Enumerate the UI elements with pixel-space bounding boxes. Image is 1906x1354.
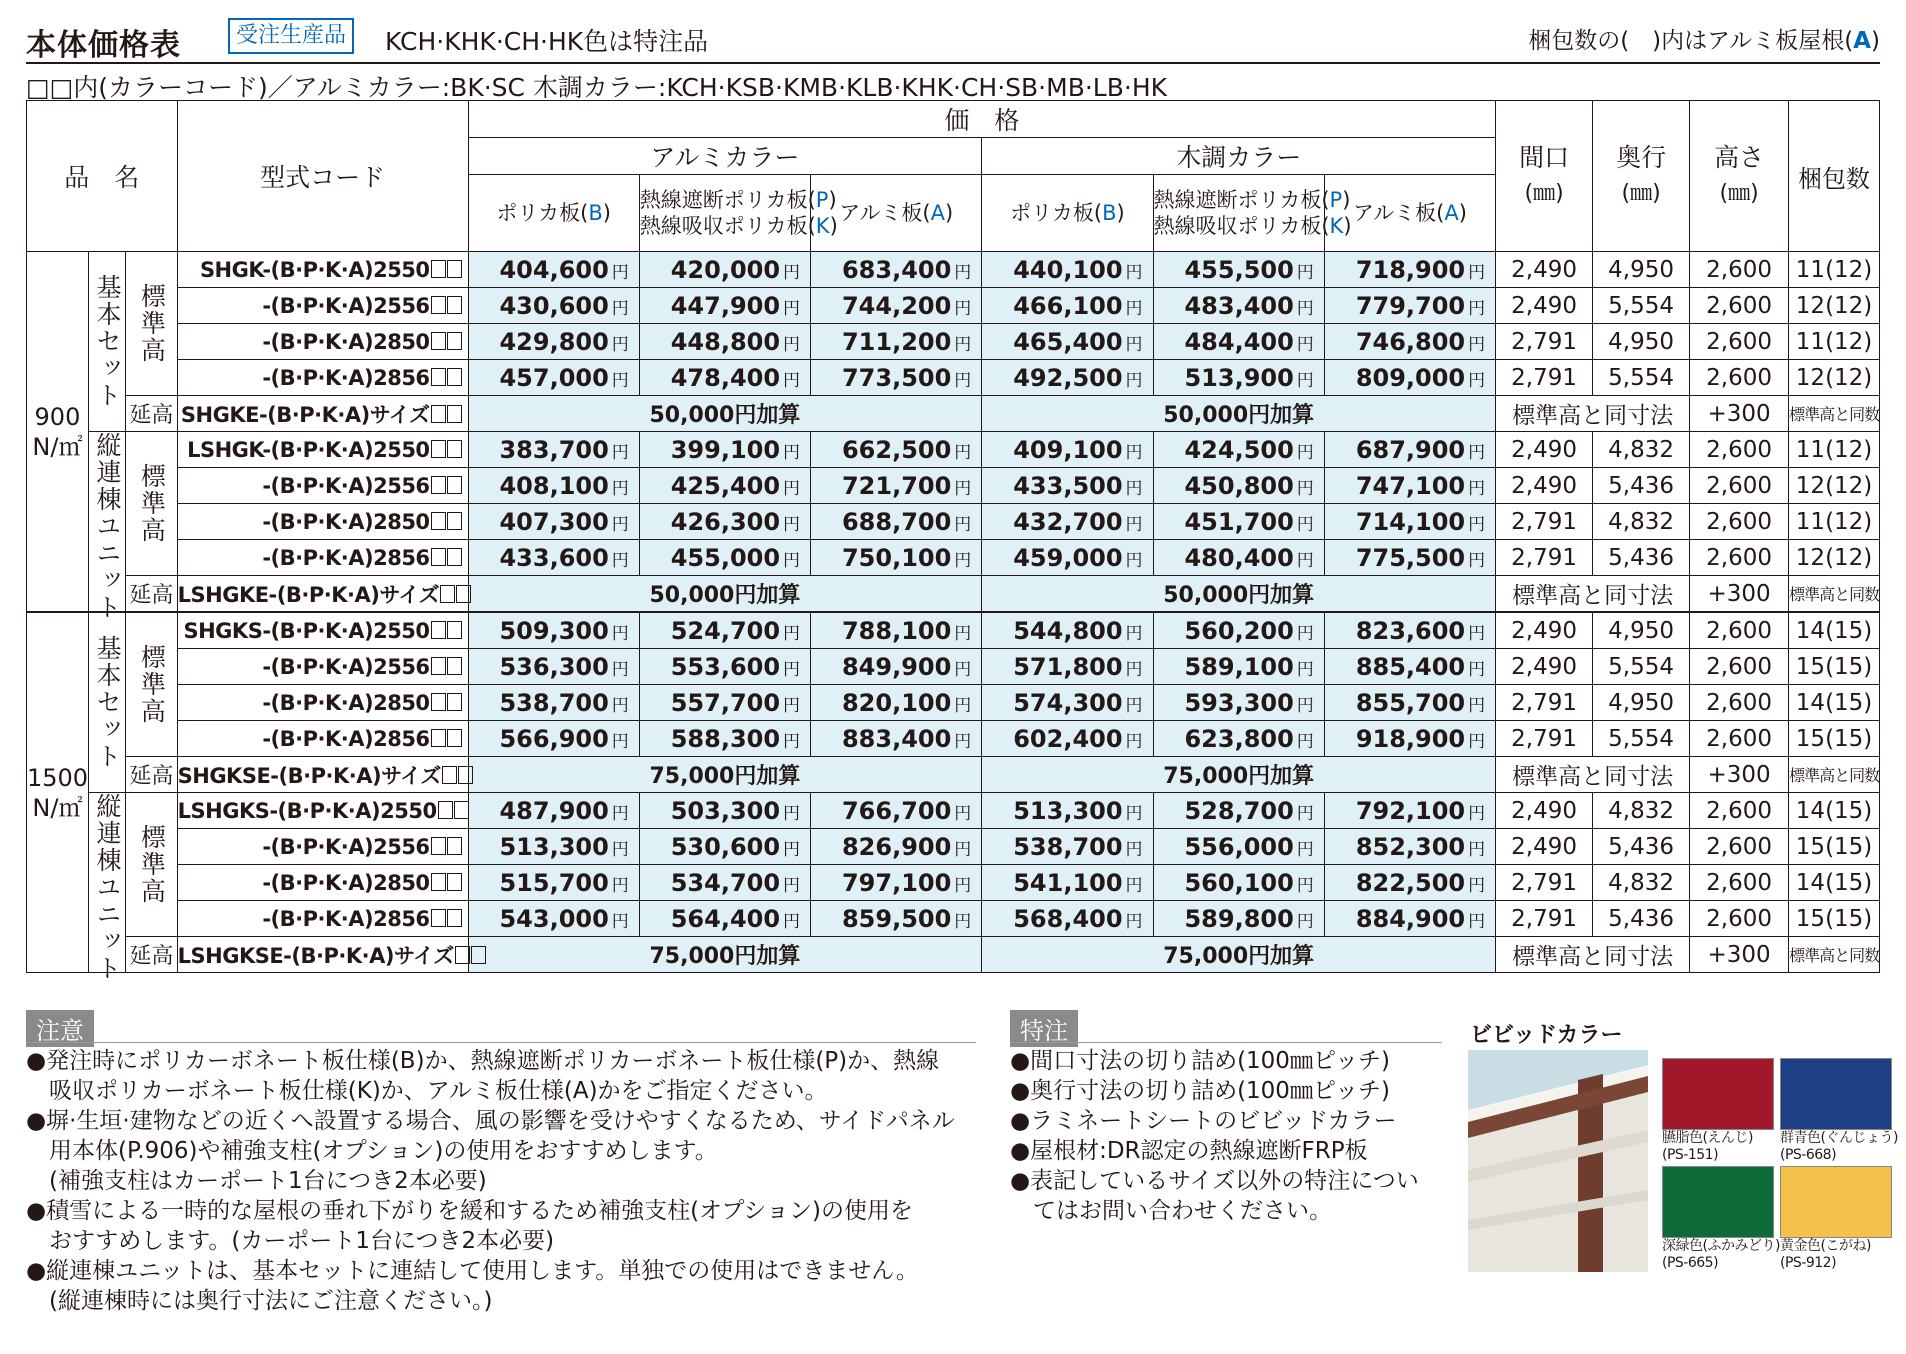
price-cell: 773,500 円 — [811, 360, 982, 396]
header-rule — [26, 62, 1880, 64]
std-height-label: 標準高 — [126, 793, 178, 937]
price-cell: 483,400 円 — [1153, 288, 1324, 324]
height-value: 2,600 — [1690, 288, 1789, 324]
special-order-item: ●間口寸法の切り詰め(100㎜ピッチ) — [1010, 1048, 1390, 1074]
price-cell: 852,300 円 — [1324, 829, 1495, 865]
caution-item: 吸収ポリカーボネート板仕様(K)か、アルミ板仕様(A)かをご指定ください。 — [26, 1078, 828, 1104]
price-cell: 747,100 円 — [1324, 468, 1495, 504]
table-row — [27, 612, 1880, 649]
price-cell: 556,000 円 — [1153, 829, 1324, 865]
model-code: -(B·P·K·A)2850 — [177, 324, 468, 360]
special-order-note — [385, 22, 708, 58]
model-code: -(B·P·K·A)2856 — [177, 360, 468, 396]
price-cell: 478,400 円 — [639, 360, 810, 396]
table-row — [27, 721, 1880, 757]
height-value: 2,600 — [1690, 540, 1789, 576]
model-code: -(B·P·K·A)2850 — [177, 685, 468, 721]
model-code: LSHGKS-(B·P·K·A)2550 — [177, 793, 468, 829]
width-value: 2,791 — [1496, 360, 1593, 396]
price-cell: 714,100 円 — [1324, 504, 1495, 540]
depth-value: 5,554 — [1593, 649, 1690, 685]
width-value: 2,490 — [1496, 793, 1593, 829]
price-cell: 420,000 円 — [639, 252, 810, 288]
price-cell: 457,000 円 — [468, 360, 639, 396]
extended-height-label: 延高 — [126, 757, 178, 793]
caution-item: ●積雪による一時的な屋根の垂れ下がりを緩和するため補強支柱(オプション)の使用を — [26, 1198, 913, 1224]
caution-rule — [26, 1042, 976, 1043]
extended-height-label: 延高 — [126, 937, 178, 973]
load-label: 900 N/㎡ — [27, 252, 89, 613]
price-table — [26, 100, 1880, 982]
price-cell: 823,600 円 — [1324, 612, 1495, 649]
height-value: 2,600 — [1690, 793, 1789, 829]
table-row — [27, 252, 1880, 288]
header-product-name: 品 名 — [27, 101, 178, 252]
price-cell: 683,400 円 — [811, 252, 982, 288]
price-cell: 662,500 円 — [811, 432, 982, 468]
price-cell: 409,100 円 — [982, 432, 1153, 468]
price-cell: 750,100 円 — [811, 540, 982, 576]
wood-surcharge: 50,000円加算 — [982, 396, 1496, 432]
pack-count: 12(12) — [1789, 288, 1880, 324]
price-cell: 792,100 円 — [1324, 793, 1495, 829]
price-cell: 465,400 円 — [982, 324, 1153, 360]
width-value: 2,490 — [1496, 649, 1593, 685]
height-value: 2,600 — [1690, 829, 1789, 865]
depth-value: 5,436 — [1593, 540, 1690, 576]
caution-item: おすすめします。(カーポート1台につき2本必要) — [26, 1228, 555, 1254]
table-row — [27, 504, 1880, 540]
model-code: -(B·P·K·A)2556 — [177, 468, 468, 504]
header-price: 価 格 — [468, 101, 1496, 138]
alumi-surcharge: 75,000円加算 — [468, 757, 982, 793]
price-cell: 466,100 円 — [982, 288, 1153, 324]
price-cell: 883,400 円 — [811, 721, 982, 757]
price-cell: 492,500 円 — [982, 360, 1153, 396]
caution-item: ●塀·生垣·建物などの近くへ設置する場合、風の影響を受けやすくなるため、サイドパネル — [26, 1108, 955, 1134]
caution-list — [26, 1046, 986, 1316]
price-cell: 487,900 円 — [468, 793, 639, 829]
price-cell: 447,900 円 — [639, 288, 810, 324]
price-cell: 744,200 円 — [811, 288, 982, 324]
pack-count: 12(12) — [1789, 360, 1880, 396]
price-cell: 515,700 円 — [468, 865, 639, 901]
price-cell: 826,900 円 — [811, 829, 982, 865]
depth-value: 4,950 — [1593, 685, 1690, 721]
width-value: 2,791 — [1496, 865, 1593, 901]
width-value: 2,490 — [1496, 829, 1593, 865]
caution-item: (縦連棟時には奥行寸法にご注意ください。) — [26, 1288, 493, 1314]
price-cell: 383,700 円 — [468, 432, 639, 468]
price-cell: 429,800 円 — [468, 324, 639, 360]
height-plus-300: +300 — [1690, 757, 1789, 793]
special-order-item: てはお問い合わせください。 — [1010, 1198, 1332, 1224]
pack-count: 12(12) — [1789, 468, 1880, 504]
table-row — [27, 396, 1880, 432]
price-cell: 588,300 円 — [639, 721, 810, 757]
price-cell: 859,500 円 — [811, 901, 982, 937]
model-code: SHGK-(B·P·K·A)2550 — [177, 252, 468, 288]
model-code: -(B·P·K·A)2856 — [177, 721, 468, 757]
connect-unit-label: 縦連棟ユニット — [88, 432, 125, 613]
pack-count: 11(12) — [1789, 432, 1880, 468]
depth-value: 5,436 — [1593, 901, 1690, 937]
price-cell: 589,100 円 — [1153, 649, 1324, 685]
pack-count: 15(15) — [1789, 721, 1880, 757]
width-value: 2,490 — [1496, 252, 1593, 288]
price-cell: 509,300 円 — [468, 612, 639, 649]
swatch-label: 深緑色(ふかみどり) (PS-665) — [1662, 1238, 1780, 1271]
swatch-label: 群青色(ぐんじょう) (PS-668) — [1780, 1130, 1898, 1163]
header-depth: 奥行 (㎜) — [1593, 101, 1690, 252]
height-value: 2,600 — [1690, 649, 1789, 685]
price-cell: 809,000 円 — [1324, 360, 1495, 396]
table-row — [27, 540, 1880, 576]
pack-count: 11(12) — [1789, 504, 1880, 540]
price-cell: 602,400 円 — [982, 721, 1153, 757]
same-pack-note: 標準高と同数 — [1789, 396, 1880, 432]
depth-value: 5,436 — [1593, 829, 1690, 865]
swatch-label: 臙脂色(えんじ) (PS-151) — [1662, 1130, 1753, 1163]
price-cell: 574,300 円 — [982, 685, 1153, 721]
width-value: 2,791 — [1496, 504, 1593, 540]
price-cell: 459,000 円 — [982, 540, 1153, 576]
table-row — [27, 865, 1880, 901]
price-cell: 455,500 円 — [1153, 252, 1324, 288]
price-cell: 918,900 円 — [1324, 721, 1495, 757]
price-cell: 788,100 円 — [811, 612, 982, 649]
height-value: 2,600 — [1690, 432, 1789, 468]
depth-value: 4,832 — [1593, 865, 1690, 901]
height-value: 2,600 — [1690, 612, 1789, 649]
pack-count: 11(12) — [1789, 324, 1880, 360]
height-value: 2,600 — [1690, 685, 1789, 721]
subheader-wood-2: アルミ板(A) — [1324, 175, 1495, 252]
depth-value: 4,832 — [1593, 793, 1690, 829]
same-dimension-note: 標準高と同寸法 — [1496, 576, 1690, 613]
height-plus-300: +300 — [1690, 576, 1789, 613]
same-pack-note: 標準高と同数 — [1789, 757, 1880, 793]
vivid-color-title: ビビッドカラー — [1470, 1023, 1623, 1048]
table-row — [27, 901, 1880, 937]
table-row — [27, 937, 1880, 973]
price-cell: 553,600 円 — [639, 649, 810, 685]
wood-surcharge: 75,000円加算 — [982, 937, 1496, 973]
width-value: 2,791 — [1496, 540, 1593, 576]
height-value: 2,600 — [1690, 901, 1789, 937]
subheader-wood-1: 熱線遮断ポリカ板(P) 熱線吸収ポリカ板(K) — [1153, 175, 1324, 252]
alumi-surcharge: 50,000円加算 — [468, 576, 982, 613]
pack-count: 12(12) — [1789, 540, 1880, 576]
price-cell: 568,400 円 — [982, 901, 1153, 937]
price-cell: 432,700 円 — [982, 504, 1153, 540]
model-code: -(B·P·K·A)2856 — [177, 540, 468, 576]
same-pack-note: 標準高と同数 — [1789, 937, 1880, 973]
price-cell: 425,400 円 — [639, 468, 810, 504]
width-value: 2,791 — [1496, 721, 1593, 757]
height-value: 2,600 — [1690, 721, 1789, 757]
model-code: LSHGKE-(B·P·K·A)サイズ — [177, 576, 468, 613]
pack-count: 15(15) — [1789, 829, 1880, 865]
packing-note-text: 梱包数の( )内はアルミ板屋根( — [1528, 28, 1854, 54]
price-cell: 884,900 円 — [1324, 901, 1495, 937]
price-cell: 711,200 円 — [811, 324, 982, 360]
price-cell: 513,300 円 — [468, 829, 639, 865]
model-code: SHGKSE-(B·P·K·A)サイズ — [177, 757, 468, 793]
price-cell: 543,000 円 — [468, 901, 639, 937]
price-cell: 560,100 円 — [1153, 865, 1324, 901]
price-cell: 513,300 円 — [982, 793, 1153, 829]
special-note-text: KCH·KHK·CH·HK色は特注品 — [385, 27, 709, 56]
price-cell: 451,700 円 — [1153, 504, 1324, 540]
price-cell: 779,700 円 — [1324, 288, 1495, 324]
alumi-surcharge: 75,000円加算 — [468, 937, 982, 973]
depth-value: 5,554 — [1593, 360, 1690, 396]
table-row — [27, 360, 1880, 396]
table-row — [27, 288, 1880, 324]
special-order-tag: 特注 — [1010, 1010, 1078, 1047]
pack-count: 15(15) — [1789, 901, 1880, 937]
price-cell: 484,400 円 — [1153, 324, 1324, 360]
model-code: -(B·P·K·A)2850 — [177, 504, 468, 540]
caution-item: ●縦連棟ユニットは、基本セットに連結して使用します。単独での使用はできません。 — [26, 1258, 919, 1284]
height-value: 2,600 — [1690, 360, 1789, 396]
price-cell: 589,800 円 — [1153, 901, 1324, 937]
depth-value: 4,950 — [1593, 252, 1690, 288]
price-cell: 688,700 円 — [811, 504, 982, 540]
carport-photo — [1468, 1050, 1648, 1272]
price-cell: 822,500 円 — [1324, 865, 1495, 901]
depth-value: 5,436 — [1593, 468, 1690, 504]
price-cell: 721,700 円 — [811, 468, 982, 504]
packing-note-suffix: ) — [1871, 28, 1880, 54]
price-cell: 408,100 円 — [468, 468, 639, 504]
width-value: 2,791 — [1496, 685, 1593, 721]
extended-height-label: 延高 — [126, 396, 178, 432]
price-cell: 424,500 円 — [1153, 432, 1324, 468]
model-code: -(B·P·K·A)2556 — [177, 649, 468, 685]
price-cell: 524,700 円 — [639, 612, 810, 649]
depth-value: 5,554 — [1593, 721, 1690, 757]
price-cell: 855,700 円 — [1324, 685, 1495, 721]
price-cell: 534,700 円 — [639, 865, 810, 901]
price-cell: 538,700 円 — [982, 829, 1153, 865]
special-order-item: ●ラミネートシートのビビッドカラー — [1010, 1108, 1397, 1134]
depth-value: 4,832 — [1593, 504, 1690, 540]
model-code: -(B·P·K·A)2856 — [177, 901, 468, 937]
subheader-alumi-2: アルミ板(A) — [811, 175, 982, 252]
basic-set-label: 基本セット — [88, 252, 125, 432]
width-value: 2,791 — [1496, 901, 1593, 937]
table-row — [27, 432, 1880, 468]
width-value: 2,791 — [1496, 324, 1593, 360]
wood-surcharge: 50,000円加算 — [982, 576, 1496, 613]
model-code: -(B·P·K·A)2556 — [177, 288, 468, 324]
table-row — [27, 576, 1880, 613]
header-alumi-color: アルミカラー — [468, 138, 982, 175]
height-value: 2,600 — [1690, 252, 1789, 288]
price-cell: 530,600 円 — [639, 829, 810, 865]
alumi-surcharge: 50,000円加算 — [468, 396, 982, 432]
price-cell: 433,600 円 — [468, 540, 639, 576]
depth-value: 4,950 — [1593, 324, 1690, 360]
special-order-item: ●奥行寸法の切り詰め(100㎜ピッチ) — [1010, 1078, 1390, 1104]
table-row — [27, 324, 1880, 360]
price-cell: 797,100 円 — [811, 865, 982, 901]
pack-count: 14(15) — [1789, 612, 1880, 649]
color-code-legend: □□内(カラーコード)／アルミカラー:BK·SC 木調カラー:KCH·KSB·KMB·KLB·KHK·CH·SB·MB·LB·HK — [26, 73, 1168, 102]
special-order-list — [1010, 1046, 1460, 1226]
basic-set-label: 基本セット — [88, 612, 125, 793]
same-pack-note: 標準高と同数 — [1789, 576, 1880, 613]
caution-item: 用本体(P.906)や補強支柱(オプション)の使用をおすすめします。 — [26, 1138, 718, 1164]
width-value: 2,490 — [1496, 288, 1593, 324]
special-rule — [1010, 1042, 1442, 1043]
table-row — [27, 468, 1880, 504]
color-swatch — [1662, 1058, 1774, 1130]
connect-unit-label: 縦連棟ユニット — [88, 793, 125, 973]
pack-count: 14(15) — [1789, 865, 1880, 901]
std-height-label: 標準高 — [126, 612, 178, 757]
load-label: 1500 N/㎡ — [27, 612, 89, 973]
price-cell: 448,800 円 — [639, 324, 810, 360]
price-cell: 623,800 円 — [1153, 721, 1324, 757]
caution-item: (補強支柱はカーポート1台につき2本必要) — [26, 1168, 487, 1194]
packing-note — [1528, 22, 1880, 55]
price-cell: 538,700 円 — [468, 685, 639, 721]
price-cell: 404,600 円 — [468, 252, 639, 288]
model-code: -(B·P·K·A)2556 — [177, 829, 468, 865]
subheader-alumi-1: 熱線遮断ポリカ板(P) 熱線吸収ポリカ板(K) — [639, 175, 810, 252]
table-row — [27, 793, 1880, 829]
price-cell: 426,300 円 — [639, 504, 810, 540]
pack-count: 14(15) — [1789, 793, 1880, 829]
color-swatch — [1780, 1166, 1892, 1238]
price-cell: 433,500 円 — [982, 468, 1153, 504]
width-value: 2,490 — [1496, 612, 1593, 649]
same-dimension-note: 標準高と同寸法 — [1496, 757, 1690, 793]
price-cell: 849,900 円 — [811, 649, 982, 685]
model-code: SHGKE-(B·P·K·A)サイズ — [177, 396, 468, 432]
page-title: 本体価格表 — [26, 28, 181, 63]
price-cell: 564,400 円 — [639, 901, 810, 937]
table-row — [27, 685, 1880, 721]
price-cell: 440,100 円 — [982, 252, 1153, 288]
pack-count: 14(15) — [1789, 685, 1880, 721]
header-wood-color: 木調カラー — [982, 138, 1496, 175]
caution-tag: 注意 — [26, 1010, 94, 1047]
price-cell: 480,400 円 — [1153, 540, 1324, 576]
depth-value: 4,950 — [1593, 612, 1690, 649]
price-cell: 566,900 円 — [468, 721, 639, 757]
swatch-label: 黄金色(こがね) (PS-912) — [1780, 1238, 1871, 1271]
same-dimension-note: 標準高と同寸法 — [1496, 937, 1690, 973]
table-row — [27, 757, 1880, 793]
price-cell: 513,900 円 — [1153, 360, 1324, 396]
height-plus-300: +300 — [1690, 937, 1789, 973]
width-value: 2,490 — [1496, 468, 1593, 504]
price-cell: 718,900 円 — [1324, 252, 1495, 288]
depth-value: 5,554 — [1593, 288, 1690, 324]
price-cell: 885,400 円 — [1324, 649, 1495, 685]
height-value: 2,600 — [1690, 324, 1789, 360]
header-height: 高さ (㎜) — [1690, 101, 1789, 252]
price-cell: 820,100 円 — [811, 685, 982, 721]
price-cell: 528,700 円 — [1153, 793, 1324, 829]
header-width: 間口 (㎜) — [1496, 101, 1593, 252]
height-value: 2,600 — [1690, 468, 1789, 504]
price-cell: 503,300 円 — [639, 793, 810, 829]
price-cell: 560,200 円 — [1153, 612, 1324, 649]
width-value: 2,490 — [1496, 432, 1593, 468]
height-value: 2,600 — [1690, 504, 1789, 540]
price-cell: 430,600 円 — [468, 288, 639, 324]
subheader-alumi-0: ポリカ板(B) — [468, 175, 639, 252]
header-pack: 梱包数 — [1789, 101, 1880, 252]
price-cell: 746,800 円 — [1324, 324, 1495, 360]
price-cell: 541,100 円 — [982, 865, 1153, 901]
price-cell: 593,300 円 — [1153, 685, 1324, 721]
pack-count: 15(15) — [1789, 649, 1880, 685]
std-height-label: 標準高 — [126, 252, 178, 396]
model-code: SHGKS-(B·P·K·A)2550 — [177, 612, 468, 649]
color-swatch — [1780, 1058, 1892, 1130]
pack-count: 11(12) — [1789, 252, 1880, 288]
wood-surcharge: 75,000円加算 — [982, 757, 1496, 793]
price-cell: 455,000 円 — [639, 540, 810, 576]
height-value: 2,600 — [1690, 865, 1789, 901]
made-to-order-badge: 受注生産品 — [228, 18, 354, 54]
table-row — [27, 829, 1880, 865]
header-model-code: 型式コード — [177, 101, 468, 252]
price-cell: 687,900 円 — [1324, 432, 1495, 468]
std-height-label: 標準高 — [126, 432, 178, 576]
color-swatch — [1662, 1166, 1774, 1238]
special-order-item: ●表記しているサイズ以外の特注につい — [1010, 1168, 1419, 1194]
price-cell: 407,300 円 — [468, 504, 639, 540]
height-plus-300: +300 — [1690, 396, 1789, 432]
caution-item: ●発注時にポリカーボネート板仕様(B)か、熱線遮断ポリカーボネート板仕様(P)か、熱線 — [26, 1048, 940, 1074]
price-cell: 450,800 円 — [1153, 468, 1324, 504]
table-row — [27, 649, 1880, 685]
special-order-item: ●屋根材:DR認定の熱線遮断FRP板 — [1010, 1138, 1368, 1164]
price-cell: 571,800 円 — [982, 649, 1153, 685]
model-code: LSHGKSE-(B·P·K·A)サイズ — [177, 937, 468, 973]
model-code: -(B·P·K·A)2850 — [177, 865, 468, 901]
price-cell: 775,500 円 — [1324, 540, 1495, 576]
price-cell: 536,300 円 — [468, 649, 639, 685]
price-cell: 557,700 円 — [639, 685, 810, 721]
extended-height-label: 延高 — [126, 576, 178, 613]
price-cell: 399,100 円 — [639, 432, 810, 468]
price-cell: 766,700 円 — [811, 793, 982, 829]
price-cell: 544,800 円 — [982, 612, 1153, 649]
same-dimension-note: 標準高と同寸法 — [1496, 396, 1690, 432]
depth-value: 4,832 — [1593, 432, 1690, 468]
packing-note-letter: A — [1853, 28, 1872, 54]
model-code: LSHGK-(B·P·K·A)2550 — [177, 432, 468, 468]
subheader-wood-0: ポリカ板(B) — [982, 175, 1153, 252]
